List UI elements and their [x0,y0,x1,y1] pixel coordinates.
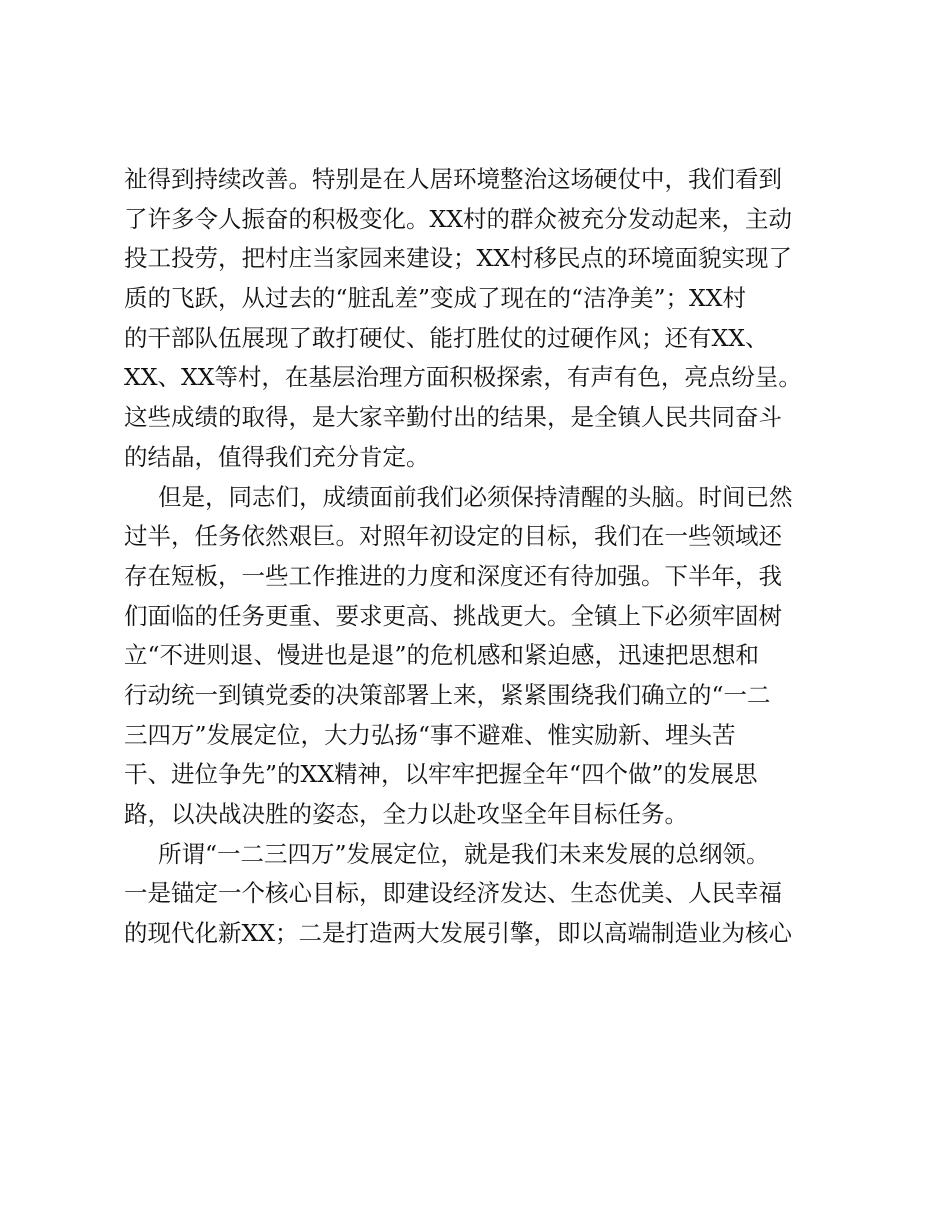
text-line: 过半，任务依然艰巨。对照年初设定的目标，我们在一些领域还 [124,522,782,551]
text-line: 行动统一到镇党委的决策部署上来，紧紧围绕我们确立的“一二 [124,680,771,709]
text-line: 立“不进则退、慢进也是退”的危机感和紧迫感，迅速把思想和 [124,641,760,670]
paragraph-start-line: 但是，同志们，成绩面前我们必须保持清醒的头脑。时间已然 [158,482,793,511]
text-line: 们面临的任务更重、要求更高、挑战更大。全镇上下必须牢固树 [124,601,782,630]
text-line: XX、XX等村，在基层治理方面积极探索，有声有色，亮点纷呈。 [124,363,802,392]
paragraph-start-line: 所谓“一二三四万”发展定位，就是我们未来发展的总纲领。 [158,839,770,868]
text-line: 投工投劳，把村庄当家园来建设；XX村移民点的环境面貌实现了 [124,244,792,273]
text-line: 一是锚定一个核心目标，即建设经济发达、生态优美、人民幸福 [124,879,782,908]
text-line: 的现代化新XX；二是打造两大发展引擎，即以高端制造业为核心 [124,919,792,948]
text-line: 的干部队伍展现了敢打硬仗、能打胜仗的过硬作风；还有XX、 [124,323,769,352]
text-line: 三四万”发展定位，大力弘扬“事不避难、惟实励新、埋头苦 [124,720,736,749]
document-body [124,160,836,954]
text-line: 路，以决战决胜的姿态，全力以赴攻坚全年目标任务。 [124,800,688,828]
text-line: 的结晶，值得我们充分肯定。 [124,442,430,471]
text-line: 这些成绩的取得，是大家辛勤付出的结果，是全镇人民共同奋斗 [124,403,782,432]
text-line: 存在短板，一些工作推进的力度和深度还有待加强。下半年，我 [124,561,782,590]
text-line: 了许多令人振奋的积极变化。XX村的群众被充分发动起来，主动 [124,204,792,233]
text-line: 祉得到持续改善。特别是在人居环境整治这场硬仗中，我们看到 [124,165,782,193]
text-line: 干、进位争先”的XX精神，以牢牢把握全年“四个做”的发展思 [124,760,758,789]
text-line: 质的飞跃，从过去的“脏乱差”变成了现在的“洁净美”；XX村 [124,284,747,313]
